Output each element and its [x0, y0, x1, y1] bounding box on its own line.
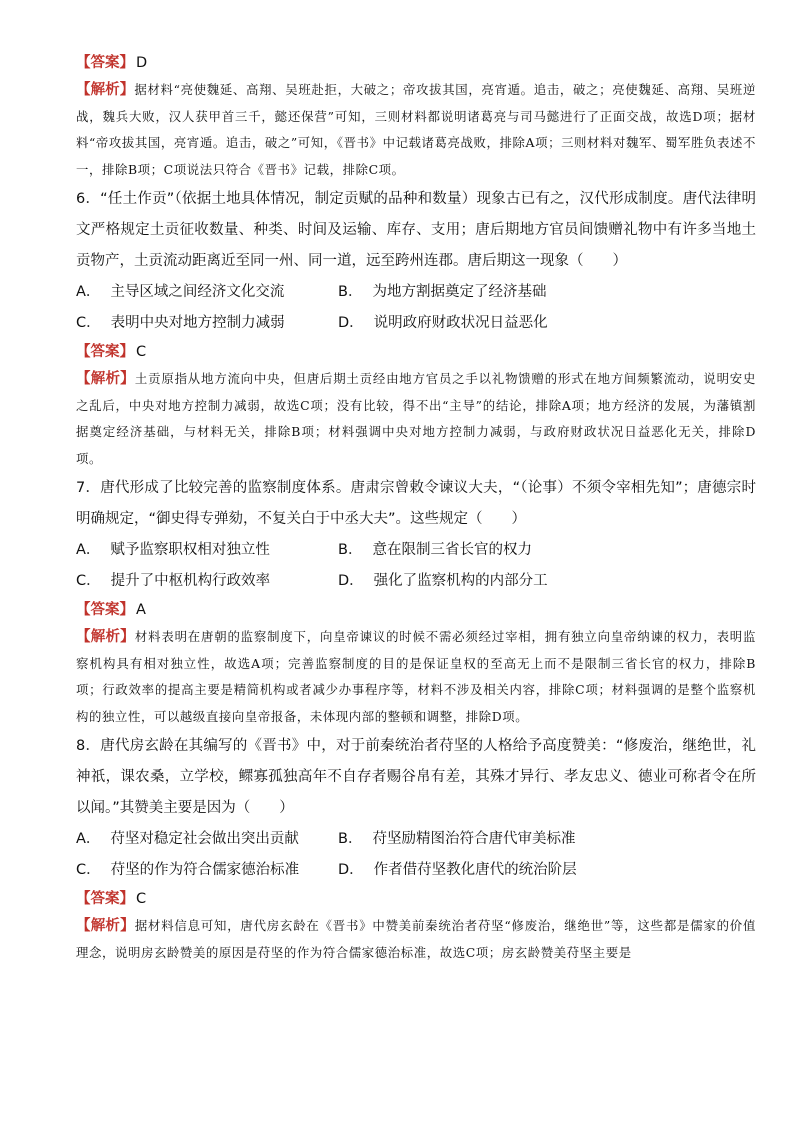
option-letter: A．	[76, 831, 101, 847]
answer-tag: 【答案】	[76, 891, 134, 907]
option-letter: D．	[338, 573, 364, 589]
q6-option-b	[338, 277, 600, 308]
q8-stem	[76, 731, 756, 824]
option-text: 苻坚励精图治符合唐代审美标准	[372, 831, 576, 847]
q6-stem	[76, 184, 756, 277]
answer-tag: 【答案】	[76, 602, 134, 618]
q8-option-c	[76, 855, 338, 886]
option-text: 强化了监察机构的内部分工	[373, 573, 548, 589]
document-content	[76, 50, 756, 966]
q7-answer-line	[76, 597, 756, 623]
option-text: 意在限制三省长官的权力	[372, 542, 532, 558]
analysis-tag: 【解析】	[76, 629, 135, 645]
answer-tag: 【答案】	[76, 55, 134, 71]
q8-option-row-2	[76, 855, 756, 886]
option-text: 主导区域之间经济文化交流	[110, 284, 285, 300]
option-letter: B．	[338, 831, 363, 847]
q7-option-row-2	[76, 566, 756, 597]
q6-option-a	[76, 277, 338, 308]
q6-option-row-2	[76, 308, 756, 339]
q7-stem-text: 唐代形成了比较完善的监察制度体系。唐肃宗曾敕令谏议大夫，“（论事）不须令宰相先知”；唐德宗时明确规定，“御史得专弹劾，不复关白于中丞大夫”。这些规定（ ）	[76, 480, 756, 527]
q6-answer-value: C	[136, 344, 147, 360]
q7-analysis	[76, 624, 756, 730]
q5-analysis	[76, 77, 756, 183]
option-letter: A．	[76, 542, 101, 558]
option-letter: C．	[76, 862, 101, 878]
q7-analysis-text: 材料表明在唐朝的监察制度下，向皇帝谏议的时候不需必须经过宰相，拥有独立向皇帝纳谏的权力，表明监察机构具有相对独立性，故选A项；完善监察制度的目的是保证皇权的至高无上而不是限制三省长官的权力，排除B项；行政效率的提高主要是精简机构或者减少办事程序等，材料不涉及相关内容，排除C项；材料强调的是整个监察机构的独立性，可以越级直接向皇帝报备，未体现内部的整顿和调整，排除D项。	[76, 629, 757, 724]
option-text: 苻坚对稳定社会做出突出贡献	[110, 831, 299, 847]
q7-options	[76, 535, 756, 597]
q7-option-a	[76, 535, 338, 566]
option-letter: D．	[338, 862, 364, 878]
option-letter: C．	[76, 573, 101, 589]
q7-option-row-1	[76, 535, 756, 566]
q8-stem-text: 唐代房玄龄在其编写的《晋书》中，对于前秦统治者苻坚的人格给予高度赞美：“修废治，继绝世，礼神祇，课农桑，立学校，鳏寡孤独高年不自存者赐谷帛有差，其殊才异行、孝友忠义、德业可称者令在所以闻。”其赞美主要是因为（ ）	[76, 738, 756, 816]
option-letter: B．	[338, 542, 363, 558]
q7-answer-value: A	[136, 602, 146, 618]
q8-option-row-1	[76, 824, 756, 855]
q6-stem-text: “任土作贡”（依据土地具体情况，制定贡赋的品种和数量）现象古已有之，汉代形成制度。唐代法律明文严格规定土贡征收数量、种类、时间及运输、库存、支用；唐后期地方官员间馈赠礼物中有许多当地土贡物产，土贡流动距离近至同一州、同一道，远至跨州连郡。唐后期这一现象（ ）	[76, 191, 756, 269]
option-text: 作者借苻坚教化唐代的统治阶层	[373, 862, 577, 878]
analysis-tag: 【解析】	[76, 371, 135, 387]
answer-tag: 【答案】	[76, 344, 134, 360]
q6-option-d	[338, 308, 600, 339]
q6-analysis	[76, 366, 756, 472]
q8-number: 8．	[76, 738, 101, 754]
q8-analysis-text: 据材料信息可知，唐代房玄龄在《晋书》中赞美前秦统治者苻坚“修废治，继绝世”等，这些都是儒家的价值理念，说明房玄龄赞美的原因是苻坚的作为符合儒家德治标准，故选C项；房玄龄赞美苻坚主要是	[76, 918, 756, 960]
q5-answer-value: D	[136, 55, 148, 71]
q7-option-d	[338, 566, 600, 597]
option-letter: D．	[338, 315, 364, 331]
q7-option-c	[76, 566, 338, 597]
q8-answer-value: C	[136, 891, 147, 907]
q7-option-b	[338, 535, 600, 566]
analysis-tag: 【解析】	[76, 82, 135, 98]
q8-option-d	[338, 855, 600, 886]
option-text: 说明政府财政状况日益恶化	[373, 315, 548, 331]
option-text: 表明中央对地方控制力减弱	[110, 315, 285, 331]
q6-answer-line	[76, 339, 756, 365]
option-letter: B．	[338, 284, 363, 300]
q8-option-b	[338, 824, 600, 855]
option-text: 提升了中枢机构行政效率	[110, 573, 271, 589]
q7-number: 7．	[76, 480, 101, 496]
q5-analysis-text: 据材料“亮使魏延、高翔、吴班赴拒，大破之；帝攻拔其国，亮宵遁。追击，破之；亮使魏延、高翔、吴班逆战，魏兵大败，汉人获甲首三千，懿还保营”可知，三则材料都说明诸葛亮与司马懿进行了正面交战，故选D项；据材料“帝攻拔其国，亮宵遁。追击，破之”可知，《晋书》中记载诸葛亮战败，排除A项；三则材料对魏军、蜀军胜负表述不一，排除B项；C项说法只符合《晋书》记载，排除C项。	[76, 82, 756, 177]
q5-answer-line	[76, 50, 756, 76]
q8-option-a	[76, 824, 338, 855]
q6-option-row-1	[76, 277, 756, 308]
option-text: 苻坚的作为符合儒家德治标准	[110, 862, 300, 878]
q6-options	[76, 277, 756, 339]
option-letter: C．	[76, 315, 101, 331]
analysis-tag: 【解析】	[76, 918, 135, 934]
option-text: 为地方割据奠定了经济基础	[372, 284, 547, 300]
q8-answer-line	[76, 886, 756, 912]
q8-options	[76, 824, 756, 886]
q6-option-c	[76, 308, 338, 339]
q8-analysis	[76, 913, 756, 966]
q6-analysis-text: 土贡原指从地方流向中央，但唐后期土贡经由地方官员之手以礼物馈赠的形式在地方间频繁流动，说明安史之乱后，中央对地方控制力减弱，故选C项；没有比较，得不出“主导”的结论，排除A项；地方经济的发展，为藩镇割据奠定经济基础，与材料无关，排除B项；材料强调中央对地方控制力减弱，与政府财政状况日益恶化无关，排除D项。	[76, 371, 757, 466]
q6-number: 6．	[76, 191, 101, 207]
q7-stem	[76, 473, 756, 535]
option-letter: A．	[76, 284, 101, 300]
option-text: 赋予监察职权相对独立性	[110, 542, 270, 558]
